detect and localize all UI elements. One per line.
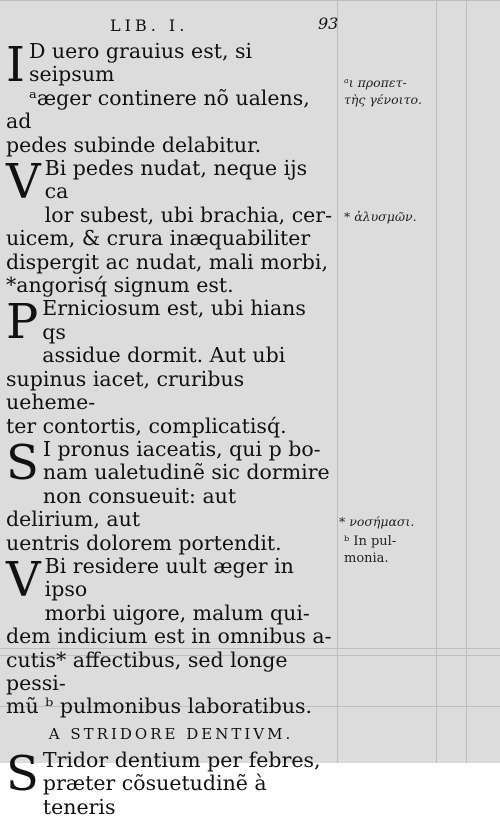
- margin-note: [344, 533, 436, 567]
- margin-note-line: ᵃι προπετ-: [344, 75, 407, 90]
- margin-note: [339, 513, 437, 530]
- text-line: lor subest, ubi brachia, cer-: [44, 202, 333, 227]
- margin-note-line: monia.: [344, 551, 389, 566]
- text-line: uicem, & crura inæquabiliter: [6, 226, 311, 251]
- text-line: ter contortis, complicatisq́.: [6, 413, 287, 438]
- text-line: nam ualetudinẽ sic dormire: [42, 460, 330, 485]
- paragraph: [6, 551, 336, 719]
- margin-note-line: τὴς γένοιτο.: [344, 92, 422, 107]
- text-line: D uero grauius est, si seipsum: [28, 39, 253, 87]
- margin-note: [344, 74, 438, 108]
- text-line: Tridor dentium per febres,: [42, 747, 321, 772]
- margin-note: [344, 208, 438, 225]
- text-line: I pronus iaceatis, qui p bo-: [42, 436, 321, 461]
- text-line: Erniciosum est, ubi hians qs: [42, 296, 306, 344]
- text-line: uentris dolorem portendit.: [6, 530, 282, 555]
- paragraph: [6, 294, 336, 438]
- text-column: [6, 37, 336, 819]
- drop-initial: V: [6, 551, 41, 608]
- running-header: [0, 6, 340, 36]
- text-line: assidue dormit. Aut ubi: [42, 343, 286, 368]
- text-line: *angorisq́ signum est.: [6, 273, 234, 298]
- text-line: ᵃæger continere nõ ualens, ad: [6, 85, 310, 134]
- text-line: dem indicium est in omnibus a-: [6, 624, 332, 649]
- text-line: non consueuit: aut delirium, aut: [6, 483, 237, 532]
- book-label: LIB. I.: [110, 16, 189, 35]
- drop-initial: S: [6, 745, 39, 802]
- text-line: Bi residere uult æger in ipso: [44, 553, 294, 602]
- text-line: dispergit ac nudat, mali morbi,: [6, 249, 328, 274]
- margin-note-line: * ἀλυσμῶν.: [344, 209, 417, 224]
- drop-initial: S: [6, 434, 39, 491]
- drop-initial: P: [6, 294, 39, 351]
- text-line: præter cõsuetudinẽ à teneris: [42, 771, 267, 819]
- paragraph: [6, 154, 336, 298]
- drop-initial: V: [6, 154, 41, 211]
- text-line: supinus iacet, cruribus ueheme-: [6, 366, 245, 415]
- margin-note-line: * νοσήμασι.: [339, 514, 415, 529]
- page-edge: [0, 0, 500, 1]
- section-heading: A STRIDORE DENTIVM.: [48, 724, 294, 743]
- text-line: pedes subinde delabitur.: [6, 132, 262, 157]
- text-line: morbi uigore, malum qui-: [44, 600, 310, 625]
- drop-initial: I: [6, 37, 25, 93]
- paragraph: [6, 37, 336, 157]
- page-number: 93: [318, 14, 339, 33]
- margin-note-line: ᵇ In pul-: [344, 534, 397, 549]
- paragraph: [6, 434, 336, 555]
- paragraph: [6, 745, 336, 819]
- text-line: mũ ᵇ pulmonibus laboratibus.: [6, 694, 313, 719]
- text-line: cutis* affectibus, sed longe pessi-: [6, 647, 288, 695]
- text-line: Bi pedes nudat, neque ijs ca: [44, 156, 308, 204]
